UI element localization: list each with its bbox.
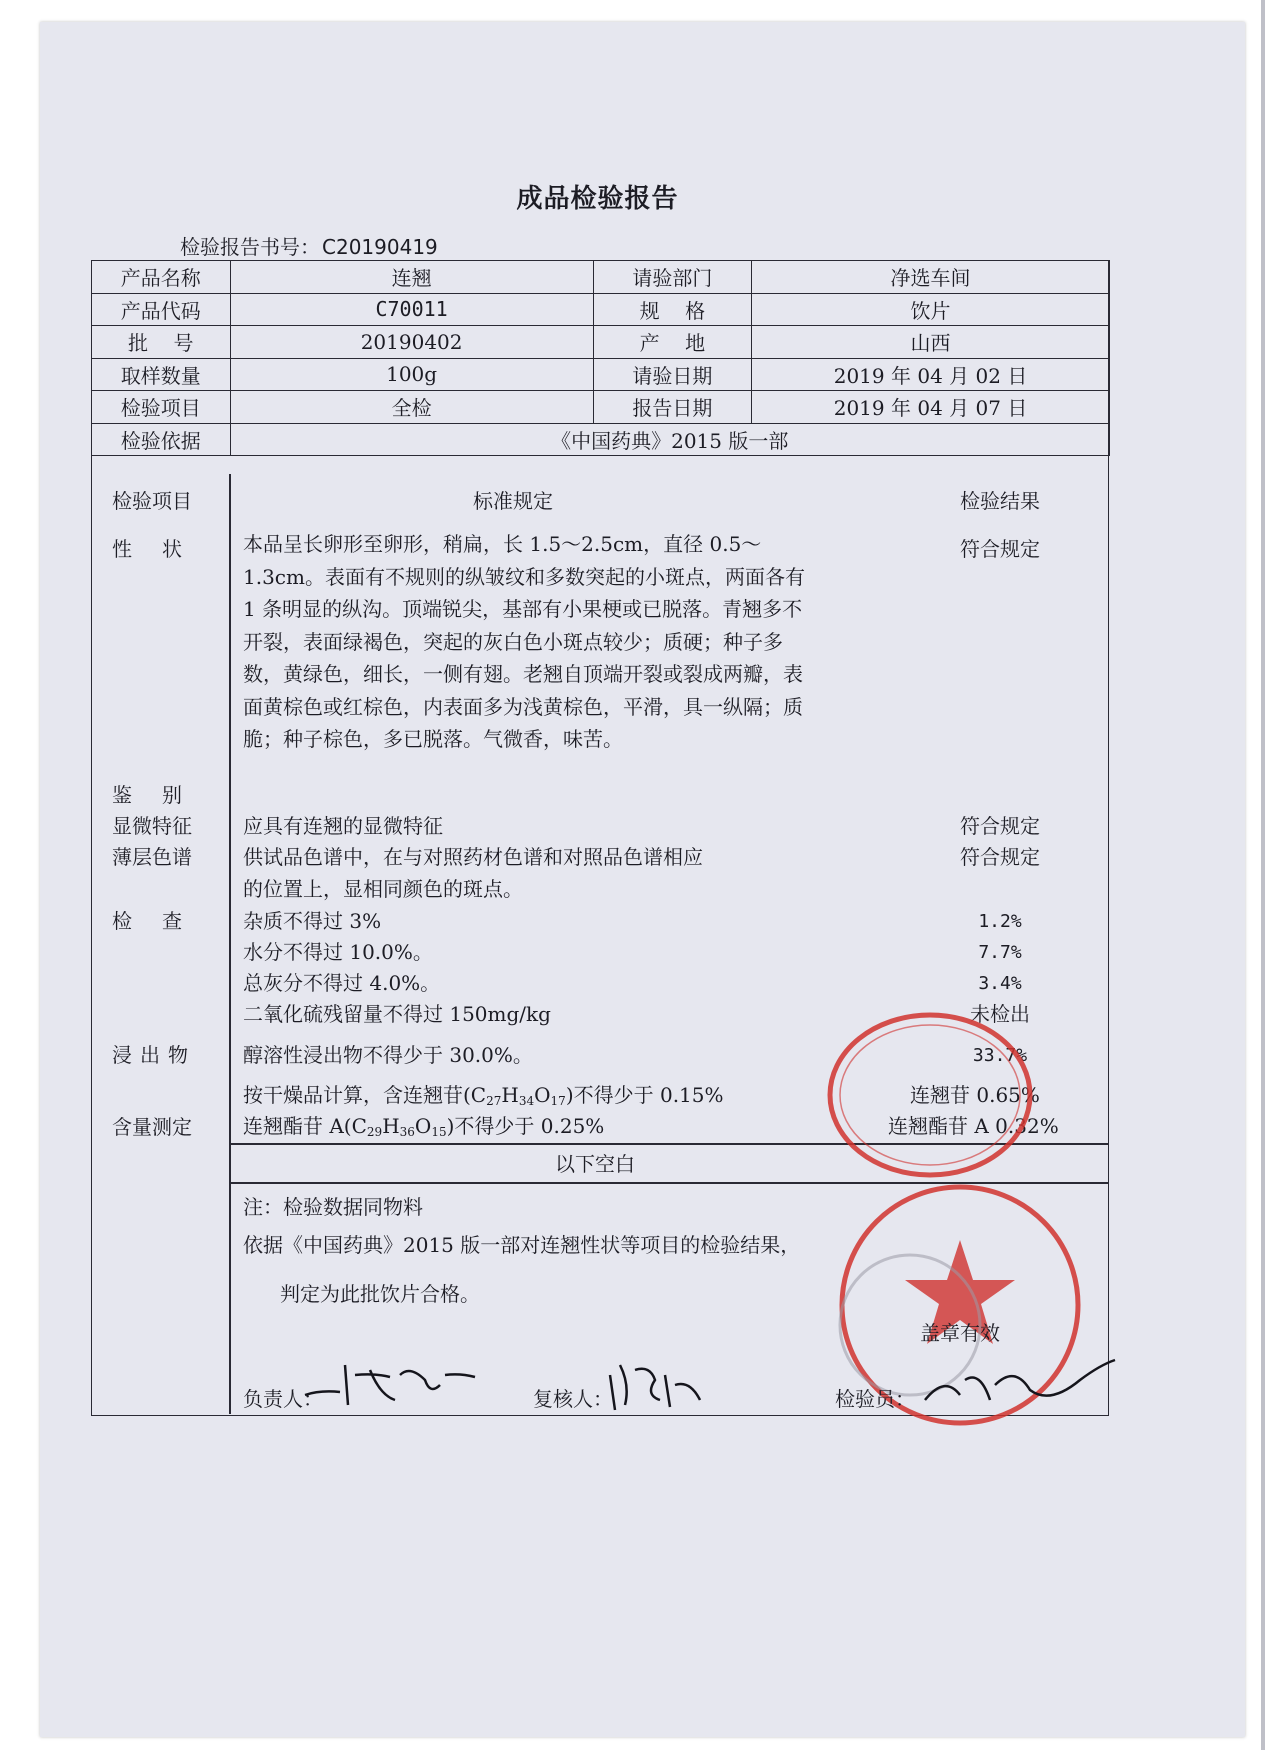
- cell-label: 请验日期: [593, 358, 751, 391]
- identification-label: 鉴别: [112, 783, 212, 807]
- header-row: [92, 391, 1110, 424]
- header-row: [92, 261, 1110, 294]
- seal-valid-text: 盖章有效: [920, 1321, 1000, 1345]
- col-result-heading: 检验结果: [960, 489, 1040, 513]
- formula-element: H: [501, 1083, 519, 1107]
- formula-sub: 27: [486, 1094, 502, 1108]
- column-divider: [229, 474, 231, 1414]
- check-result: 7.7%: [978, 942, 1022, 963]
- basis-row: [92, 423, 1110, 456]
- formula-sub: 17: [550, 1094, 566, 1108]
- cell-value: 2019 年 04 月 02 日: [752, 358, 1110, 391]
- conclusion-line-1: 依据《中国药典》2015 版一部对连翘性状等项目的检验结果，: [243, 1233, 801, 1257]
- basis-value: 《中国药典》2015 版一部: [230, 423, 1110, 456]
- formula-element: H: [382, 1114, 400, 1138]
- cell-value: C70011: [230, 293, 593, 326]
- formula-element: O: [534, 1083, 551, 1107]
- formula-sub: 34: [518, 1094, 535, 1108]
- check-item: 水分不得过 10.0%。: [243, 940, 433, 964]
- assay-text: 连翘酯苷 A(C: [243, 1114, 367, 1138]
- assay-text: )不得少于 0.25%: [446, 1114, 605, 1138]
- report-number-value: C20190419: [322, 235, 438, 259]
- cell-value: 2019 年 04 月 07 日: [752, 391, 1110, 424]
- check-result: 未检出: [970, 1002, 1030, 1026]
- formula-sub: 15: [431, 1125, 447, 1139]
- basis-label: 检验依据: [92, 423, 231, 456]
- check-label: 检查: [112, 909, 212, 933]
- cell-value: 净选车间: [752, 261, 1110, 294]
- character-standard: 本品呈长卵形至卵形，稍扁，长 1.5～2.5cm，直径 0.5～1.3cm。表面有不规则的纵皱纹和多数突起的小斑点，两面各有 1 条明显的纵沟。顶端锐尖，基部有小果梗或已脱落。青翘多不开裂，表面绿褐色，突起的灰白色小斑点较少；质硬；种子多数，黄绿色，细长，一侧有翅。老翘自顶端开裂或裂成两瓣，表面黄棕色或红棕色，内表面多为浅黄棕色，平滑，具一纵隔；质脆；种子棕色，多已脱落。气微香，味苦。: [243, 532, 805, 751]
- tlc-standard-2: 的位置上，显相同颜色的斑点。: [243, 877, 523, 901]
- assay-text: )不得少于 0.15%: [565, 1083, 724, 1107]
- blank-below: 以下空白: [555, 1152, 635, 1176]
- reviewer-label: 复核人：: [533, 1387, 613, 1411]
- cell-value: 全检: [230, 391, 593, 424]
- micro-label: 显微特征: [112, 814, 192, 838]
- header-row: [92, 326, 1110, 359]
- col-standard-heading: 标准规定: [473, 489, 553, 513]
- reviewer-signature: [600, 1345, 710, 1415]
- cell-label: 产品名称: [92, 261, 231, 294]
- formula-sub: 29: [366, 1125, 383, 1139]
- check-item: 二氧化硫残留量不得过 150mg/kg: [243, 1002, 551, 1026]
- cell-label: 批 号: [92, 326, 231, 359]
- character-result: 符合规定: [960, 537, 1040, 561]
- header-row: [92, 358, 1110, 391]
- note-text: 注：检验数据同物料: [243, 1195, 423, 1219]
- check-result: 3.4%: [978, 973, 1022, 994]
- inspector-label: 检验员：: [835, 1387, 915, 1411]
- col-item-heading: 检验项目: [112, 489, 192, 513]
- cell-label: 规 格: [593, 293, 751, 326]
- formula-sub: 36: [399, 1125, 415, 1139]
- cell-label: 请验部门: [593, 261, 751, 294]
- cell-label: 取样数量: [92, 358, 231, 391]
- cell-value: 饮片: [752, 293, 1110, 326]
- micro-standard: 应具有连翘的显微特征: [243, 814, 443, 838]
- assay-text: 按干燥品计算，含连翘苷(C: [243, 1083, 487, 1107]
- conclusion-line-2: 判定为此批饮片合格。: [280, 1282, 480, 1306]
- extract-standard: 醇溶性浸出物不得少于 30.0%。: [243, 1043, 533, 1067]
- cell-label: 产品代码: [92, 293, 231, 326]
- check-result: 1.2%: [978, 911, 1022, 932]
- cell-label: 产 地: [593, 326, 751, 359]
- micro-result: 符合规定: [960, 814, 1040, 838]
- responsible-label: 负责人：: [243, 1387, 323, 1411]
- cell-value: 山西: [752, 326, 1110, 359]
- character-label: 性状: [112, 537, 212, 561]
- formula-element: O: [414, 1114, 432, 1138]
- header-table: [91, 260, 1110, 456]
- cell-value: 连翘: [230, 261, 593, 294]
- check-item: 杂质不得过 3%: [243, 909, 382, 933]
- report-title: 成品检验报告: [516, 184, 679, 214]
- tlc-label: 薄层色谱: [112, 845, 192, 869]
- assay-result-1: 连翘苷 0.65%: [910, 1083, 1040, 1107]
- assay-label: 含量测定: [112, 1115, 192, 1139]
- tlc-result: 符合规定: [960, 845, 1040, 869]
- check-item: 总灰分不得过 4.0%。: [243, 971, 441, 995]
- quality-stamp: [825, 1010, 1035, 1180]
- scan-edge: [1261, 0, 1265, 1750]
- report-number-label: 检验报告书号：: [180, 235, 320, 259]
- tlc-standard-1: 供试品色谱中，在与对照药材色谱和对照品色谱相应: [243, 845, 703, 869]
- extract-label: 浸出物: [112, 1043, 196, 1067]
- responsible-signature: [300, 1345, 480, 1415]
- inspector-signature: [920, 1345, 1120, 1415]
- report-number: [178, 231, 438, 260]
- cell-label: 检验项目: [92, 391, 231, 424]
- header-row: [92, 293, 1110, 326]
- cell-value: 100g: [230, 358, 593, 391]
- assay-result-2: 连翘酯苷 A 0.32%: [888, 1114, 1059, 1138]
- cell-label: 报告日期: [593, 391, 751, 424]
- cell-value: 20190402: [230, 326, 593, 359]
- extract-result: 33.7%: [972, 1045, 1028, 1066]
